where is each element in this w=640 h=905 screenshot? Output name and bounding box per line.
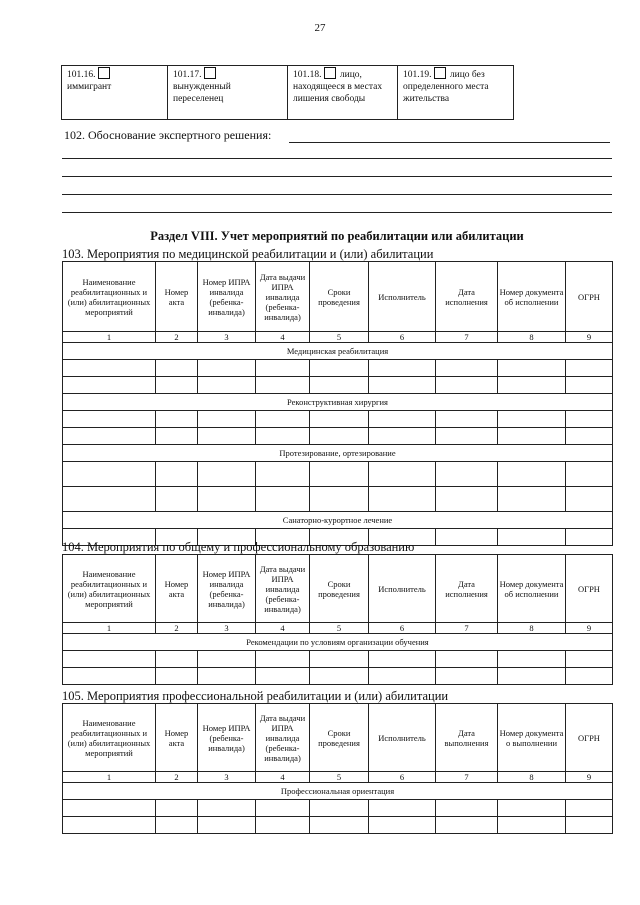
input-cell[interactable] <box>566 377 613 394</box>
input-cell[interactable] <box>498 800 566 817</box>
header-cell: Исполнитель <box>369 704 436 772</box>
input-cell[interactable] <box>156 360 198 377</box>
input-cell[interactable] <box>310 668 369 685</box>
input-cell[interactable] <box>498 668 566 685</box>
column-number: 8 <box>498 772 566 783</box>
input-cell[interactable] <box>566 668 613 685</box>
column-number: 6 <box>369 332 436 343</box>
input-cell[interactable] <box>436 360 498 377</box>
input-cell[interactable] <box>63 360 156 377</box>
column-number: 4 <box>256 772 310 783</box>
input-cell[interactable] <box>369 377 436 394</box>
column-number: 2 <box>156 772 198 783</box>
column-number: 1 <box>63 332 156 343</box>
input-cell[interactable] <box>156 817 198 834</box>
category-row: Профессиональная ориентация <box>63 783 613 800</box>
input-cell[interactable] <box>198 377 256 394</box>
header-cell: Номер ИПРА инвалида (ребенка-инвалида) <box>198 262 256 332</box>
option-code: 101.17. <box>173 70 202 80</box>
header-cell: Исполнитель <box>369 555 436 623</box>
input-cell[interactable] <box>566 800 613 817</box>
input-cell[interactable] <box>310 411 369 428</box>
header-cell: Номер документа о выполнении <box>498 704 566 772</box>
input-cell[interactable] <box>566 428 613 445</box>
option-code: 101.18. <box>293 70 322 80</box>
input-cell[interactable] <box>498 462 566 487</box>
input-cell[interactable] <box>63 800 156 817</box>
header-cell: ОГРН <box>566 555 613 623</box>
header-cell: Сроки проведения <box>310 262 369 332</box>
option-homeless <box>398 66 514 120</box>
input-cell[interactable] <box>256 360 310 377</box>
header-cell: Номер акта <box>156 555 198 623</box>
input-cell[interactable] <box>156 411 198 428</box>
input-cell[interactable] <box>256 428 310 445</box>
input-cell[interactable] <box>498 377 566 394</box>
justification-line[interactable] <box>289 142 610 143</box>
header-cell: ОГРН <box>566 704 613 772</box>
input-cell[interactable] <box>63 428 156 445</box>
header-cell: Дата выполнения <box>436 704 498 772</box>
column-number: 1 <box>63 623 156 634</box>
table-104 <box>62 554 613 685</box>
header-cell: Дата исполнения <box>436 555 498 623</box>
header-cell: Исполнитель <box>369 262 436 332</box>
header-cell: Сроки проведения <box>310 555 369 623</box>
input-cell[interactable] <box>256 668 310 685</box>
input-cell[interactable] <box>369 800 436 817</box>
column-number: 1 <box>63 772 156 783</box>
column-number: 3 <box>198 623 256 634</box>
input-cell[interactable] <box>436 377 498 394</box>
column-number: 4 <box>256 332 310 343</box>
input-cell[interactable] <box>369 651 436 668</box>
option-text: вынужденный переселенец <box>173 82 231 104</box>
header-cell: Дата выдачи ИПРА инвалида (ребенка-инвалида) <box>256 704 310 772</box>
input-cell[interactable] <box>63 377 156 394</box>
column-number: 7 <box>436 623 498 634</box>
input-cell[interactable] <box>63 817 156 834</box>
column-number: 6 <box>369 772 436 783</box>
input-cell[interactable] <box>369 487 436 512</box>
input-cell[interactable] <box>63 487 156 512</box>
option-text: иммигрант <box>67 82 112 92</box>
input-cell[interactable] <box>566 817 613 834</box>
column-number: 5 <box>310 623 369 634</box>
input-cell[interactable] <box>156 462 198 487</box>
input-cell[interactable] <box>369 428 436 445</box>
option-text: лицо без определенного места жительства <box>403 70 489 104</box>
header-cell: Номер ИПРА инвалида (ребенка-инвалида) <box>198 555 256 623</box>
input-cell[interactable] <box>63 411 156 428</box>
input-cell[interactable] <box>310 360 369 377</box>
option-checkbox[interactable] <box>434 67 446 79</box>
input-cell[interactable] <box>369 360 436 377</box>
input-cell[interactable] <box>566 462 613 487</box>
page-number: 27 <box>314 22 326 34</box>
column-number: 8 <box>498 623 566 634</box>
header-cell: Номер акта <box>156 262 198 332</box>
header-cell: ОГРН <box>566 262 613 332</box>
input-cell[interactable] <box>310 817 369 834</box>
header-cell: Номер ИПРА (ребенка-инвалида) <box>198 704 256 772</box>
justification-line[interactable] <box>62 158 612 159</box>
input-cell[interactable] <box>198 462 256 487</box>
input-cell[interactable] <box>198 668 256 685</box>
input-cell[interactable] <box>256 817 310 834</box>
input-cell[interactable] <box>498 428 566 445</box>
input-cell[interactable] <box>256 377 310 394</box>
input-cell[interactable] <box>256 411 310 428</box>
column-number: 7 <box>436 772 498 783</box>
justification-line[interactable] <box>62 194 612 195</box>
option-checkbox[interactable] <box>204 67 216 79</box>
input-cell[interactable] <box>198 651 256 668</box>
column-number: 6 <box>369 623 436 634</box>
input-cell[interactable] <box>198 800 256 817</box>
input-cell[interactable] <box>566 411 613 428</box>
column-number: 7 <box>436 332 498 343</box>
input-cell[interactable] <box>198 817 256 834</box>
header-cell: Номер акта <box>156 704 198 772</box>
input-cell[interactable] <box>156 377 198 394</box>
input-cell[interactable] <box>498 651 566 668</box>
input-cell[interactable] <box>63 462 156 487</box>
column-number: 9 <box>566 332 613 343</box>
input-cell[interactable] <box>436 817 498 834</box>
category-row: Протезирование, ортезирование <box>63 445 613 462</box>
header-cell: Номер документа об исполнении <box>498 262 566 332</box>
column-number: 8 <box>498 332 566 343</box>
input-cell[interactable] <box>369 817 436 834</box>
justification-line[interactable] <box>62 212 612 213</box>
input-cell[interactable] <box>310 487 369 512</box>
header-cell: Сроки проведения <box>310 704 369 772</box>
column-number: 4 <box>256 623 310 634</box>
input-cell[interactable] <box>369 411 436 428</box>
input-cell[interactable] <box>566 360 613 377</box>
column-number: 9 <box>566 772 613 783</box>
option-checkbox[interactable] <box>324 67 336 79</box>
column-number: 5 <box>310 332 369 343</box>
option-forced-migrant <box>168 66 288 120</box>
input-cell[interactable] <box>436 529 498 546</box>
input-cell[interactable] <box>63 668 156 685</box>
table-105 <box>62 703 613 834</box>
table-104-title: 104. Мероприятия по общему и профессиональному образованию <box>62 540 415 554</box>
input-cell[interactable] <box>436 428 498 445</box>
section-title: Раздел VIII. Учет мероприятий по реабилитации или абилитации <box>150 229 524 243</box>
input-cell[interactable] <box>198 428 256 445</box>
input-cell[interactable] <box>310 651 369 668</box>
input-cell[interactable] <box>156 428 198 445</box>
input-cell[interactable] <box>256 487 310 512</box>
input-cell[interactable] <box>498 411 566 428</box>
column-number: 3 <box>198 772 256 783</box>
input-cell[interactable] <box>198 411 256 428</box>
column-number: 5 <box>310 772 369 783</box>
option-in-prison <box>288 66 398 120</box>
input-cell[interactable] <box>566 487 613 512</box>
column-number: 9 <box>566 623 613 634</box>
input-cell[interactable] <box>436 411 498 428</box>
input-cell[interactable] <box>566 651 613 668</box>
table-103-title: 103. Мероприятия по медицинской реабилитации и (или) абилитации <box>62 247 434 261</box>
input-cell[interactable] <box>498 360 566 377</box>
input-cell[interactable] <box>369 462 436 487</box>
header-cell: Наименование реабилитационных и (или) абилитационных мероприятий <box>63 555 156 623</box>
category-row: Медицинская реабилитация <box>63 343 613 360</box>
category-row: Санаторно-курортное лечение <box>63 512 613 529</box>
input-cell[interactable] <box>156 651 198 668</box>
justification-line[interactable] <box>62 176 612 177</box>
option-code: 101.19. <box>403 70 432 80</box>
input-cell[interactable] <box>369 668 436 685</box>
justification-label: 102. Обоснование экспертного решения: <box>64 128 272 142</box>
column-number: 3 <box>198 332 256 343</box>
header-cell: Наименование реабилитационных и (или) абилитационных мероприятий <box>63 704 156 772</box>
input-cell[interactable] <box>436 487 498 512</box>
header-cell: Дата выдачи ИПРА инвалида (ребенка-инвалида) <box>256 262 310 332</box>
option-immigrant <box>62 66 168 120</box>
input-cell[interactable] <box>436 668 498 685</box>
column-number: 2 <box>156 623 198 634</box>
input-cell[interactable] <box>156 668 198 685</box>
table-105-title: 105. Мероприятия профессиональной реабилитации и (или) абилитации <box>62 689 449 703</box>
input-cell[interactable] <box>498 817 566 834</box>
status-options-table <box>61 65 514 120</box>
input-cell[interactable] <box>198 487 256 512</box>
input-cell[interactable] <box>498 529 566 546</box>
input-cell[interactable] <box>63 651 156 668</box>
option-code: 101.16. <box>67 70 96 80</box>
option-checkbox[interactable] <box>98 67 110 79</box>
table-103 <box>62 261 613 546</box>
input-cell[interactable] <box>310 800 369 817</box>
header-cell: Наименование реабилитационных и (или) абилитационных мероприятий <box>63 262 156 332</box>
input-cell[interactable] <box>566 529 613 546</box>
input-cell[interactable] <box>256 651 310 668</box>
input-cell[interactable] <box>436 800 498 817</box>
input-cell[interactable] <box>310 462 369 487</box>
input-cell[interactable] <box>498 487 566 512</box>
input-cell[interactable] <box>256 800 310 817</box>
column-number: 2 <box>156 332 198 343</box>
input-cell[interactable] <box>256 462 310 487</box>
input-cell[interactable] <box>310 377 369 394</box>
input-cell[interactable] <box>310 428 369 445</box>
input-cell[interactable] <box>156 487 198 512</box>
category-row: Реконструктивная хирургия <box>63 394 613 411</box>
input-cell[interactable] <box>436 651 498 668</box>
category-row: Рекомендации по условиям организации обучения <box>63 634 613 651</box>
input-cell[interactable] <box>436 462 498 487</box>
header-cell: Дата выдачи ИПРА инвалида (ребенка-инвалида) <box>256 555 310 623</box>
option-text: лицо, находящееся в местах лишения свободы <box>293 70 383 104</box>
input-cell[interactable] <box>198 360 256 377</box>
input-cell[interactable] <box>156 800 198 817</box>
header-cell: Дата исполнения <box>436 262 498 332</box>
header-cell: Номер документа об исполнении <box>498 555 566 623</box>
